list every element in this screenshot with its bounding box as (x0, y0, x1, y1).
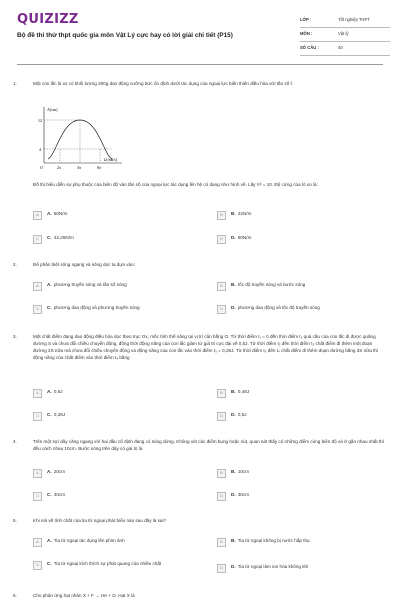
option-letter-box: A (33, 282, 42, 291)
option-letter-box: A (33, 469, 42, 478)
option-text: 0,6J (53, 389, 63, 394)
option-letter-box: C (33, 235, 42, 244)
option-1b[interactable] (217, 209, 387, 221)
option-label: B. (231, 389, 236, 394)
option-text: phương dao động và tốc độ truyền sóng (237, 305, 320, 310)
x-axis-label: Ω (rad/s) (104, 158, 117, 162)
option-label: B. (231, 469, 236, 474)
option-letter-box: B (217, 389, 226, 398)
option-letter-box: D (217, 492, 226, 501)
meta-table (300, 14, 390, 56)
option-5b[interactable] (217, 536, 387, 548)
option-label: B. (231, 211, 236, 216)
x-tick-2pi: 2π (57, 165, 62, 170)
y-tick-4: 4 (39, 147, 41, 152)
option-letter-box: B (217, 211, 226, 220)
option-text: Tia tử ngoại làm ion hóa không khí (237, 564, 309, 569)
option-letter-box: A (33, 211, 42, 220)
meta-row-subject (300, 28, 390, 42)
option-2b[interactable] (217, 280, 387, 292)
option-5d[interactable] (217, 562, 387, 574)
option-1c[interactable] (33, 233, 203, 245)
option-label: C. (47, 235, 52, 240)
option-5a[interactable] (33, 536, 203, 548)
option-1d[interactable] (217, 233, 387, 245)
quizizz-logo: QUIZIZZ (17, 12, 79, 27)
header-divider (17, 64, 383, 65)
option-text: 40cm (53, 492, 66, 497)
option-label: D. (231, 564, 236, 569)
question-text: Trên một sợi dây căng ngang với hai đầu cố định đang có sóng dừng. Không xét các điểm bụng hoặc nút, quan sát thấy có những điểm cùng biên độ và ở gần nhau nhất thì đều cách nhau 10cm. Bước sóng trên dây có giá trị là (33, 439, 385, 451)
option-3c[interactable] (33, 410, 203, 422)
document-title: Bộ đề thi thử thpt quốc gia môn Vật Lý cực hay có lời giải chi tiết (P15) (17, 32, 233, 39)
option-text: Tia tử ngoại tác dụng lên phim ảnh (53, 538, 125, 543)
option-letter-box: D (217, 412, 226, 421)
question-text-continued: Đồ thị biểu diễn sự phụ thuộc của biên độ vào tần số của ngoại lực tác dụng lên hệ có dạng như hình vẽ. Lấy π² = 10. Độ cứng của lò xo là: (33, 182, 318, 187)
option-letter-box: C (33, 305, 42, 314)
amplitude-frequency-graph (34, 103, 129, 175)
option-letter-box: D (217, 305, 226, 314)
worksheet-header (0, 0, 400, 62)
option-3a[interactable] (33, 387, 203, 399)
option-label: A. (47, 282, 52, 287)
question-number: 6. (13, 593, 17, 598)
option-text: 50N/m (53, 211, 68, 216)
option-label: D. (231, 305, 236, 310)
option-text: phương truyền sóng và tần số sóng (53, 282, 127, 287)
option-2a[interactable] (33, 280, 203, 292)
option-text: tốc độ truyền sóng và bước sóng (237, 282, 306, 287)
option-letter-box: A (33, 389, 42, 398)
meta-key: LỚP : (300, 17, 312, 22)
option-label: C. (47, 561, 52, 566)
x-tick-8pi: 8π (97, 165, 102, 170)
option-text: 0,48J (237, 389, 250, 394)
option-text: Tia tử ngoại không bị nước hấp thụ (237, 538, 310, 543)
option-letter-box: D (217, 235, 226, 244)
option-letter-box: B (217, 282, 226, 291)
meta-value: Vật lý (338, 31, 349, 36)
option-label: B. (231, 538, 236, 543)
option-label: C. (47, 305, 52, 310)
option-label: B. (231, 282, 236, 287)
option-label: A. (47, 389, 52, 394)
option-label: D. (231, 412, 236, 417)
option-letter-box: C (33, 492, 42, 501)
option-text: 0,5J (237, 412, 247, 417)
option-2c[interactable] (33, 303, 203, 315)
option-4a[interactable] (33, 467, 203, 479)
question-number: 5. (13, 518, 17, 523)
question-text: Cho phản ứng hạt nhân X + F → He + O. Hạt X là (33, 593, 135, 598)
graph-svg (34, 103, 129, 175)
question-number: 3. (13, 334, 17, 339)
option-letter-box: C (33, 561, 42, 570)
meta-key: MÔN : (300, 31, 313, 36)
question-number: 4. (13, 439, 17, 444)
option-letter-box: C (33, 412, 42, 421)
x-tick-3pi: 3π (77, 165, 82, 170)
option-4d[interactable] (217, 490, 387, 502)
option-letter-box: B (217, 538, 226, 547)
y-axis-label: A(cm) (47, 107, 58, 112)
option-1a[interactable] (33, 209, 203, 221)
option-text: 42,25N/m (53, 235, 74, 240)
option-text: phương dao động và phương truyền sóng (53, 305, 140, 310)
option-label: A. (47, 469, 52, 474)
option-text: 20cm (53, 469, 66, 474)
origin-label: O (40, 165, 43, 170)
option-text: 30cm (237, 492, 250, 497)
option-text: 0,28J (53, 412, 66, 417)
option-label: C. (47, 412, 52, 417)
option-label: C. (47, 492, 52, 497)
question-text: Để phân biệt sóng ngang và sóng dọc ta dựa vào: (33, 262, 135, 267)
option-3b[interactable] (217, 387, 387, 399)
option-text: 32N/m (237, 211, 252, 216)
option-letter-box: D (217, 564, 226, 573)
question-text: Khi nói về tính chất của tia tử ngoại phát biểu nào sau đây là sai? (33, 518, 167, 523)
option-5c[interactable] (33, 559, 203, 571)
option-label: A. (47, 538, 52, 543)
meta-key: SỐ CÂU : (300, 45, 319, 50)
question-number: 2. (13, 262, 17, 267)
meta-row-count (300, 42, 390, 56)
meta-row-class (300, 14, 390, 28)
meta-value: 40 (338, 45, 343, 50)
option-2d[interactable] (217, 303, 387, 315)
option-4c[interactable] (33, 490, 203, 502)
y-tick-12: 12 (38, 118, 42, 123)
option-text: Tia tử ngoại kích thích sự phát quang của nhiều chất (53, 561, 162, 566)
option-3d[interactable] (217, 410, 387, 422)
option-letter-box: B (217, 469, 226, 478)
question-text: Một chất điểm đang dao động điều hòa dọc theo trục Ox, mốc tính thế năng tại vị trí cân bằng O. Từ thời điểm t₁ = 0 đến thời điểm t₂ quả cầu của con lắc đi được quãng đường S và chưa đổi chiều chuyển động, đồng thời động năng của con lắc giảm từ giá trị cực đại về 0,6J. Từ thời điểm t₂ đến thời điểm t₃ chất điểm đi thêm một đoạn đường 2S nữa mà chưa đổi chiều chuyển động và động năng của con lắc vào thời điểm t₃ = 0,28J. Từ thời điểm t₃ đến t₄ chất điểm đi thêm đoạn đường bằng 3S nữa thì động năng của chất điểm vào thời điểm t₄ bằng (33, 334, 379, 360)
question-text: Một con lắc lò xo có khối lượng 200g dao động cưỡng bức ổn định dưới tác dụng của ngoại lực biến thiên điều hòa với tần số f. (33, 81, 294, 86)
option-letter-box: A (33, 538, 42, 547)
option-label: D. (231, 492, 236, 497)
question-number: 1. (13, 81, 17, 86)
option-text: 10cm (237, 469, 250, 474)
option-label: D. (231, 235, 236, 240)
option-text: 80N/m (237, 235, 252, 240)
option-label: A. (47, 211, 52, 216)
option-4b[interactable] (217, 467, 387, 479)
meta-value: Tốt nghiệp THPT (338, 17, 370, 22)
